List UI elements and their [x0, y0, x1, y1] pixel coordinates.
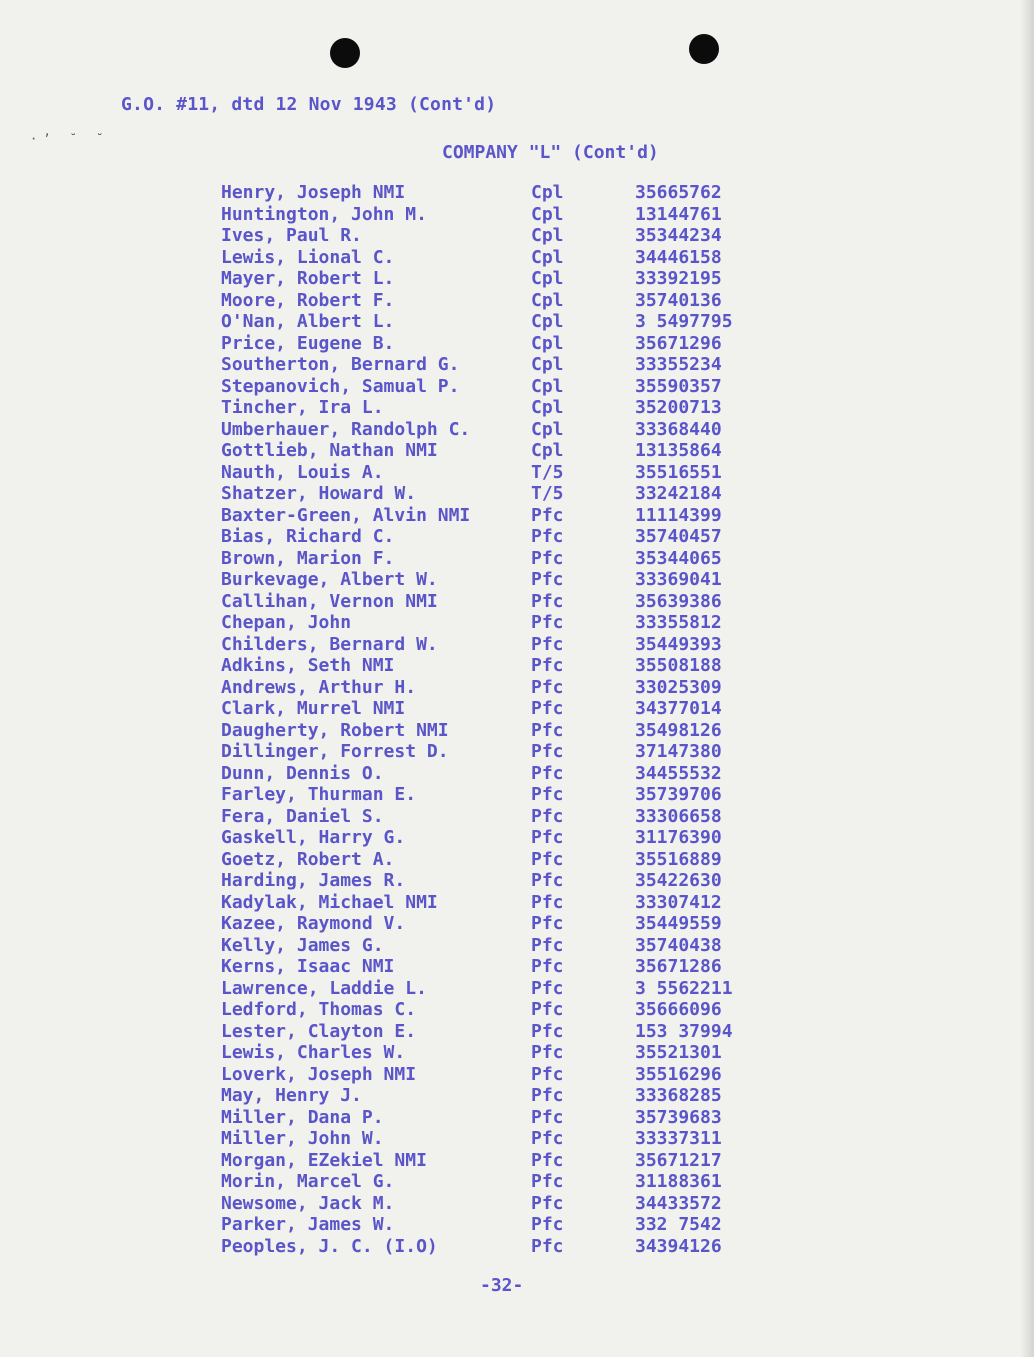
soldier-grade: Pfc: [531, 848, 564, 870]
serial-number: 35671286: [635, 956, 722, 977]
roster-row: [221, 978, 801, 1000]
soldier-name: Tincher, Ira L.: [221, 397, 384, 418]
soldier-grade: Pfc: [531, 1042, 564, 1063]
soldier-name: Gottlieb, Nathan NMI: [221, 440, 438, 461]
soldier-name: Miller, John W.: [221, 1128, 384, 1149]
soldier-grade: Pfc: [531, 1192, 564, 1214]
roster-row: [221, 806, 801, 828]
roster-row: [221, 569, 801, 591]
soldier-grade: Pfc: [531, 569, 564, 590]
roster-row: [221, 698, 801, 720]
roster-row: [221, 892, 801, 914]
soldier-name: Stepanovich, Samual P.: [221, 375, 460, 397]
soldier-grade: Pfc: [531, 1149, 564, 1171]
serial-number: 33355234: [635, 354, 722, 375]
roster-row: [221, 376, 801, 398]
soldier-name: Henry, Joseph NMI: [221, 182, 406, 203]
roster-row: [221, 612, 801, 634]
company-heading: COMPANY "L" (Cont'd): [442, 142, 659, 163]
roster-row: [221, 354, 801, 376]
serial-number: 35521301: [635, 1042, 722, 1063]
soldier-grade: Pfc: [531, 741, 564, 762]
roster-row: [221, 182, 801, 204]
serial-number: 35671296: [635, 332, 722, 354]
roster-row: [221, 440, 801, 462]
soldier-grade: Cpl: [531, 354, 564, 375]
roster-row: [221, 634, 801, 656]
roster-row: [221, 483, 801, 505]
serial-number: 35516889: [635, 848, 722, 870]
soldier-grade: Pfc: [531, 805, 564, 827]
soldier-grade: Pfc: [531, 719, 564, 741]
ink-specks: ·ʼ ˘ ˘: [30, 132, 110, 146]
soldier-name: Lewis, Lional C.: [221, 246, 395, 268]
roster-row: [221, 1042, 801, 1064]
soldier-name: Parker, James W.: [221, 1214, 395, 1235]
serial-number: 35449559: [635, 913, 722, 934]
soldier-name: Kerns, Isaac NMI: [221, 956, 395, 977]
soldier-name: Harding, James R.: [221, 870, 406, 891]
soldier-name: Lester, Clayton E.: [221, 1020, 417, 1042]
serial-number: 13144761: [635, 203, 722, 225]
soldier-grade: Cpl: [531, 268, 564, 289]
roster-row: [221, 225, 801, 247]
soldier-grade: Pfc: [531, 1214, 564, 1235]
soldier-grade: Pfc: [531, 676, 564, 698]
soldier-grade: Pfc: [531, 590, 564, 612]
roster-row: [221, 548, 801, 570]
soldier-name: Kadylak, Michael NMI: [221, 891, 438, 913]
serial-number: 35671217: [635, 1149, 722, 1171]
soldier-name: Dunn, Dennis O.: [221, 762, 384, 784]
roster-row: [221, 1150, 801, 1172]
serial-number: 35740438: [635, 934, 722, 956]
roster-row: [221, 655, 801, 677]
soldier-grade: Pfc: [531, 1063, 564, 1085]
roster-row: [221, 526, 801, 548]
serial-number: 33306658: [635, 805, 722, 827]
roster-row: [221, 419, 801, 441]
roster-row: [221, 870, 801, 892]
serial-number: 37147380: [635, 741, 722, 762]
soldier-name: Morin, Marcel G.: [221, 1171, 395, 1192]
soldier-grade: Pfc: [531, 1171, 564, 1192]
serial-number: 35516296: [635, 1063, 722, 1085]
roster-row: [221, 1193, 801, 1215]
soldier-name: Goetz, Robert A.: [221, 848, 395, 870]
soldier-grade: Pfc: [531, 827, 564, 848]
serial-number: 3 5497795: [635, 311, 733, 332]
soldier-grade: Cpl: [531, 375, 564, 397]
soldier-name: Adkins, Seth NMI: [221, 655, 395, 676]
soldier-name: Moore, Robert F.: [221, 289, 395, 311]
page-edge-shadow: [1020, 0, 1034, 1357]
soldier-grade: Pfc: [531, 612, 564, 633]
soldier-name: Chepan, John: [221, 612, 352, 633]
soldier-grade: Pfc: [531, 784, 564, 805]
serial-number: 35508188: [635, 655, 722, 676]
roster-row: [221, 1064, 801, 1086]
soldier-name: Gaskell, Harry G.: [221, 827, 406, 848]
soldier-grade: T/5: [531, 461, 564, 483]
soldier-grade: Pfc: [531, 547, 564, 569]
roster-row: [221, 505, 801, 527]
roster-row: [221, 1085, 801, 1107]
soldier-grade: Pfc: [531, 1235, 564, 1257]
soldier-grade: Cpl: [531, 289, 564, 311]
roster-row: [221, 462, 801, 484]
roster-row: [221, 204, 801, 226]
soldier-grade: Cpl: [531, 418, 564, 440]
soldier-grade: Cpl: [531, 397, 564, 418]
serial-number: 35740457: [635, 526, 722, 547]
serial-number: 3 5562211: [635, 977, 733, 999]
roster-row: [221, 1107, 801, 1129]
soldier-name: Newsome, Jack M.: [221, 1192, 395, 1214]
soldier-grade: Cpl: [531, 311, 564, 332]
serial-number: 33355812: [635, 612, 722, 633]
soldier-name: Brown, Marion F.: [221, 547, 395, 569]
soldier-name: Fera, Daniel S.: [221, 805, 384, 827]
serial-number: 35665762: [635, 182, 722, 203]
soldier-name: Baxter-Green, Alvin NMI: [221, 504, 471, 526]
soldier-grade: Pfc: [531, 698, 564, 719]
soldier-grade: Pfc: [531, 1020, 564, 1042]
roster-row: [221, 913, 801, 935]
serial-number: 33337311: [635, 1128, 722, 1149]
punch-hole-right: [689, 34, 719, 64]
roster-row: [221, 268, 801, 290]
serial-number: 34446158: [635, 246, 722, 268]
serial-number: 33369041: [635, 569, 722, 590]
serial-number: 35200713: [635, 397, 722, 418]
soldier-name: Kelly, James G.: [221, 934, 384, 956]
serial-number: 11114399: [635, 504, 722, 526]
serial-number: 33392195: [635, 268, 722, 289]
roster-row: [221, 1236, 801, 1258]
serial-number: 34433572: [635, 1192, 722, 1214]
soldier-grade: Pfc: [531, 526, 564, 547]
serial-number: 33242184: [635, 483, 722, 504]
serial-number: 332 7542: [635, 1214, 722, 1235]
soldier-name: Mayer, Robert L.: [221, 268, 395, 289]
soldier-grade: Pfc: [531, 1128, 564, 1149]
soldier-name: Shatzer, Howard W.: [221, 483, 417, 504]
soldier-grade: Pfc: [531, 1106, 564, 1128]
soldier-grade: Pfc: [531, 999, 564, 1020]
order-header: G.O. #11, dtd 12 Nov 1943 (Cont'd): [121, 94, 497, 115]
roster-row: [221, 956, 801, 978]
soldier-name: Huntington, John M.: [221, 203, 427, 225]
roster-table: [221, 182, 801, 1257]
soldier-grade: Cpl: [531, 246, 564, 268]
soldier-grade: T/5: [531, 483, 564, 504]
roster-row: [221, 290, 801, 312]
soldier-name: Nauth, Louis A.: [221, 461, 384, 483]
soldier-grade: Cpl: [531, 225, 564, 246]
soldier-grade: Cpl: [531, 440, 564, 461]
serial-number: 35344234: [635, 225, 722, 246]
roster-row: [221, 1171, 801, 1193]
serial-number: 34455532: [635, 762, 722, 784]
roster-row: [221, 1128, 801, 1150]
soldier-name: May, Henry J.: [221, 1085, 362, 1106]
soldier-grade: Pfc: [531, 956, 564, 977]
soldier-name: Price, Eugene B.: [221, 332, 395, 354]
serial-number: 35516551: [635, 461, 722, 483]
soldier-grade: Pfc: [531, 504, 564, 526]
roster-row: [221, 333, 801, 355]
soldier-grade: Pfc: [531, 762, 564, 784]
soldier-name: Dillinger, Forrest D.: [221, 741, 449, 762]
punch-hole-left: [330, 38, 360, 68]
serial-number: 31188361: [635, 1171, 722, 1192]
soldier-name: Peoples, J. C. (I.O): [221, 1235, 438, 1257]
soldier-grade: Pfc: [531, 977, 564, 999]
serial-number: 35590357: [635, 375, 722, 397]
soldier-name: Andrews, Arthur H.: [221, 676, 417, 698]
soldier-grade: Pfc: [531, 934, 564, 956]
serial-number: 33368285: [635, 1085, 722, 1106]
serial-number: 35740136: [635, 289, 722, 311]
roster-row: [221, 827, 801, 849]
soldier-name: Farley, Thurman E.: [221, 784, 417, 805]
soldier-grade: Pfc: [531, 1085, 564, 1106]
soldier-name: Clark, Murrel NMI: [221, 698, 406, 719]
soldier-grade: Pfc: [531, 633, 564, 655]
soldier-name: Bias, Richard C.: [221, 526, 395, 547]
soldier-name: Lawrence, Laddie L.: [221, 977, 427, 999]
roster-row: [221, 763, 801, 785]
soldier-name: Miller, Dana P.: [221, 1106, 384, 1128]
soldier-name: Ledford, Thomas C.: [221, 999, 417, 1020]
page-number: -32-: [480, 1275, 524, 1296]
soldier-name: Burkevage, Albert W.: [221, 569, 438, 590]
serial-number: 35422630: [635, 870, 722, 891]
soldier-name: Loverk, Joseph NMI: [221, 1063, 417, 1085]
serial-number: 35498126: [635, 719, 722, 741]
serial-number: 13135864: [635, 440, 722, 461]
soldier-grade: Cpl: [531, 332, 564, 354]
soldier-grade: Cpl: [531, 203, 564, 225]
serial-number: 35344065: [635, 547, 722, 569]
roster-row: [221, 849, 801, 871]
roster-row: [221, 397, 801, 419]
roster-row: [221, 247, 801, 269]
soldier-name: Childers, Bernard W.: [221, 633, 438, 655]
soldier-grade: Pfc: [531, 655, 564, 676]
soldier-name: Umberhauer, Randolph C.: [221, 418, 471, 440]
soldier-grade: Cpl: [531, 182, 564, 203]
serial-number: 35739683: [635, 1106, 722, 1128]
roster-row: [221, 311, 801, 333]
soldier-grade: Pfc: [531, 891, 564, 913]
serial-number: 35449393: [635, 633, 722, 655]
serial-number: 31176390: [635, 827, 722, 848]
serial-number: 34394126: [635, 1235, 722, 1257]
roster-row: [221, 1021, 801, 1043]
roster-row: [221, 591, 801, 613]
soldier-name: Callihan, Vernon NMI: [221, 590, 438, 612]
serial-number: 35739706: [635, 784, 722, 805]
soldier-name: Daugherty, Robert NMI: [221, 719, 449, 741]
serial-number: 35639386: [635, 590, 722, 612]
roster-row: [221, 999, 801, 1021]
soldier-name: Southerton, Bernard G.: [221, 354, 460, 375]
soldier-name: Morgan, EZekiel NMI: [221, 1149, 427, 1171]
serial-number: 153 37994: [635, 1020, 733, 1042]
roster-row: [221, 935, 801, 957]
soldier-name: O'Nan, Albert L.: [221, 311, 395, 332]
roster-row: [221, 1214, 801, 1236]
serial-number: 35666096: [635, 999, 722, 1020]
soldier-grade: Pfc: [531, 870, 564, 891]
roster-row: [221, 720, 801, 742]
soldier-name: Lewis, Charles W.: [221, 1042, 406, 1063]
soldier-name: Ives, Paul R.: [221, 225, 362, 246]
soldier-name: Kazee, Raymond V.: [221, 913, 406, 934]
serial-number: 33307412: [635, 891, 722, 913]
serial-number: 34377014: [635, 698, 722, 719]
serial-number: 33025309: [635, 676, 722, 698]
roster-row: [221, 784, 801, 806]
soldier-grade: Pfc: [531, 913, 564, 934]
roster-row: [221, 677, 801, 699]
roster-row: [221, 741, 801, 763]
serial-number: 33368440: [635, 418, 722, 440]
